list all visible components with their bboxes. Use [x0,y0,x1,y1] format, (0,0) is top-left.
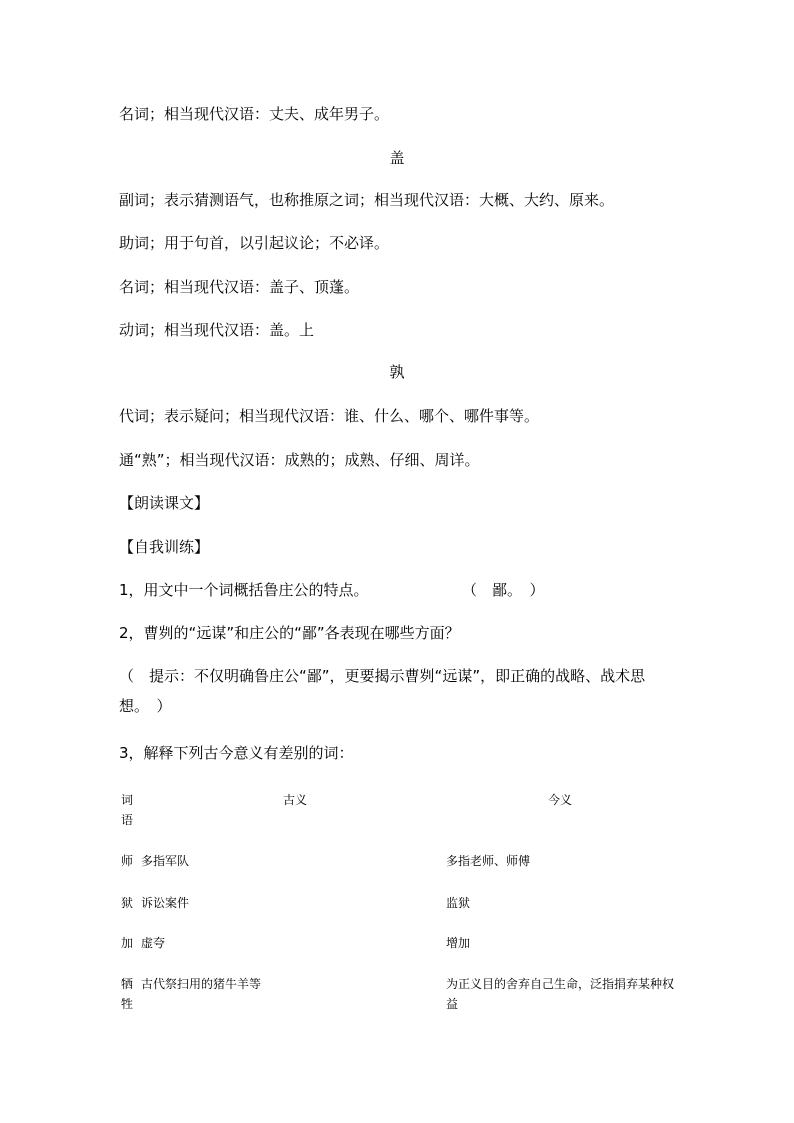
heading-gai: 盖 [389,149,405,167]
text-line: 名词；相当现代汉语：盖子、顶蓬。 [119,278,360,296]
table-row-old: 古代祭扫用的猪牛羊等 [141,977,262,991]
table-row-old: 多指军队 [141,854,190,868]
text-line: 通“熟”；相当现代汉语：成熟的；成熟、仔细、周详。 [119,451,480,469]
table-row-word: 师 [121,854,134,868]
section-title: 【朗读课文】 [119,494,210,512]
question-2-hint: （ 提示：不仅明确鲁庄公“鄙”，更要揭示曹刿“远谋”，即正确的战略、战术思想。 ） [119,667,646,715]
table-row-new: 为正义目的舍弃自己生命，泛指捐弃某种权益 [446,977,675,1011]
table-row-word: 加 [121,936,134,950]
table-header-new: 今义 [548,793,573,807]
table-header-word: 词语 [121,793,134,827]
text-line: 名词；相当现代汉语：丈夫、成年男子。 [119,105,390,123]
text-line: 代词；表示疑问；相当现代汉语：谁、什么、哪个、哪件事等。 [119,407,540,425]
text-line: 副词；表示猜测语气，也称推原之词；相当现代汉语：大概、大约、原来。 [119,191,615,209]
text-line: 动词；相当现代汉语：盖。上 [119,321,315,339]
table-row-word: 狱 [121,896,134,910]
table-row-new: 监狱 [446,896,471,910]
table-row-word: 牺牲 [121,977,134,1011]
heading-shu: 孰 [389,363,405,381]
table-header-old: 古义 [283,793,308,807]
question-3: 3，解释下列古今意义有差别的词： [119,744,354,762]
question-1-answer: （ 鄙。 ） [462,581,545,599]
table-row-old: 虚夸 [141,936,166,950]
question-2: 2，曹刿的“远谋”和庄公的“鄙”各表现在哪些方面？ [119,624,460,642]
section-title: 【自我训练】 [119,538,210,556]
table-row-new: 增加 [446,936,471,950]
table-row-new: 多指老师、师傅 [446,854,531,868]
text-line: 助词；用于句首，以引起议论；不必译。 [119,234,390,252]
question-1: 1，用文中一个词概括鲁庄公的特点。 [119,581,369,599]
table-row-old: 诉讼案件 [141,896,190,910]
